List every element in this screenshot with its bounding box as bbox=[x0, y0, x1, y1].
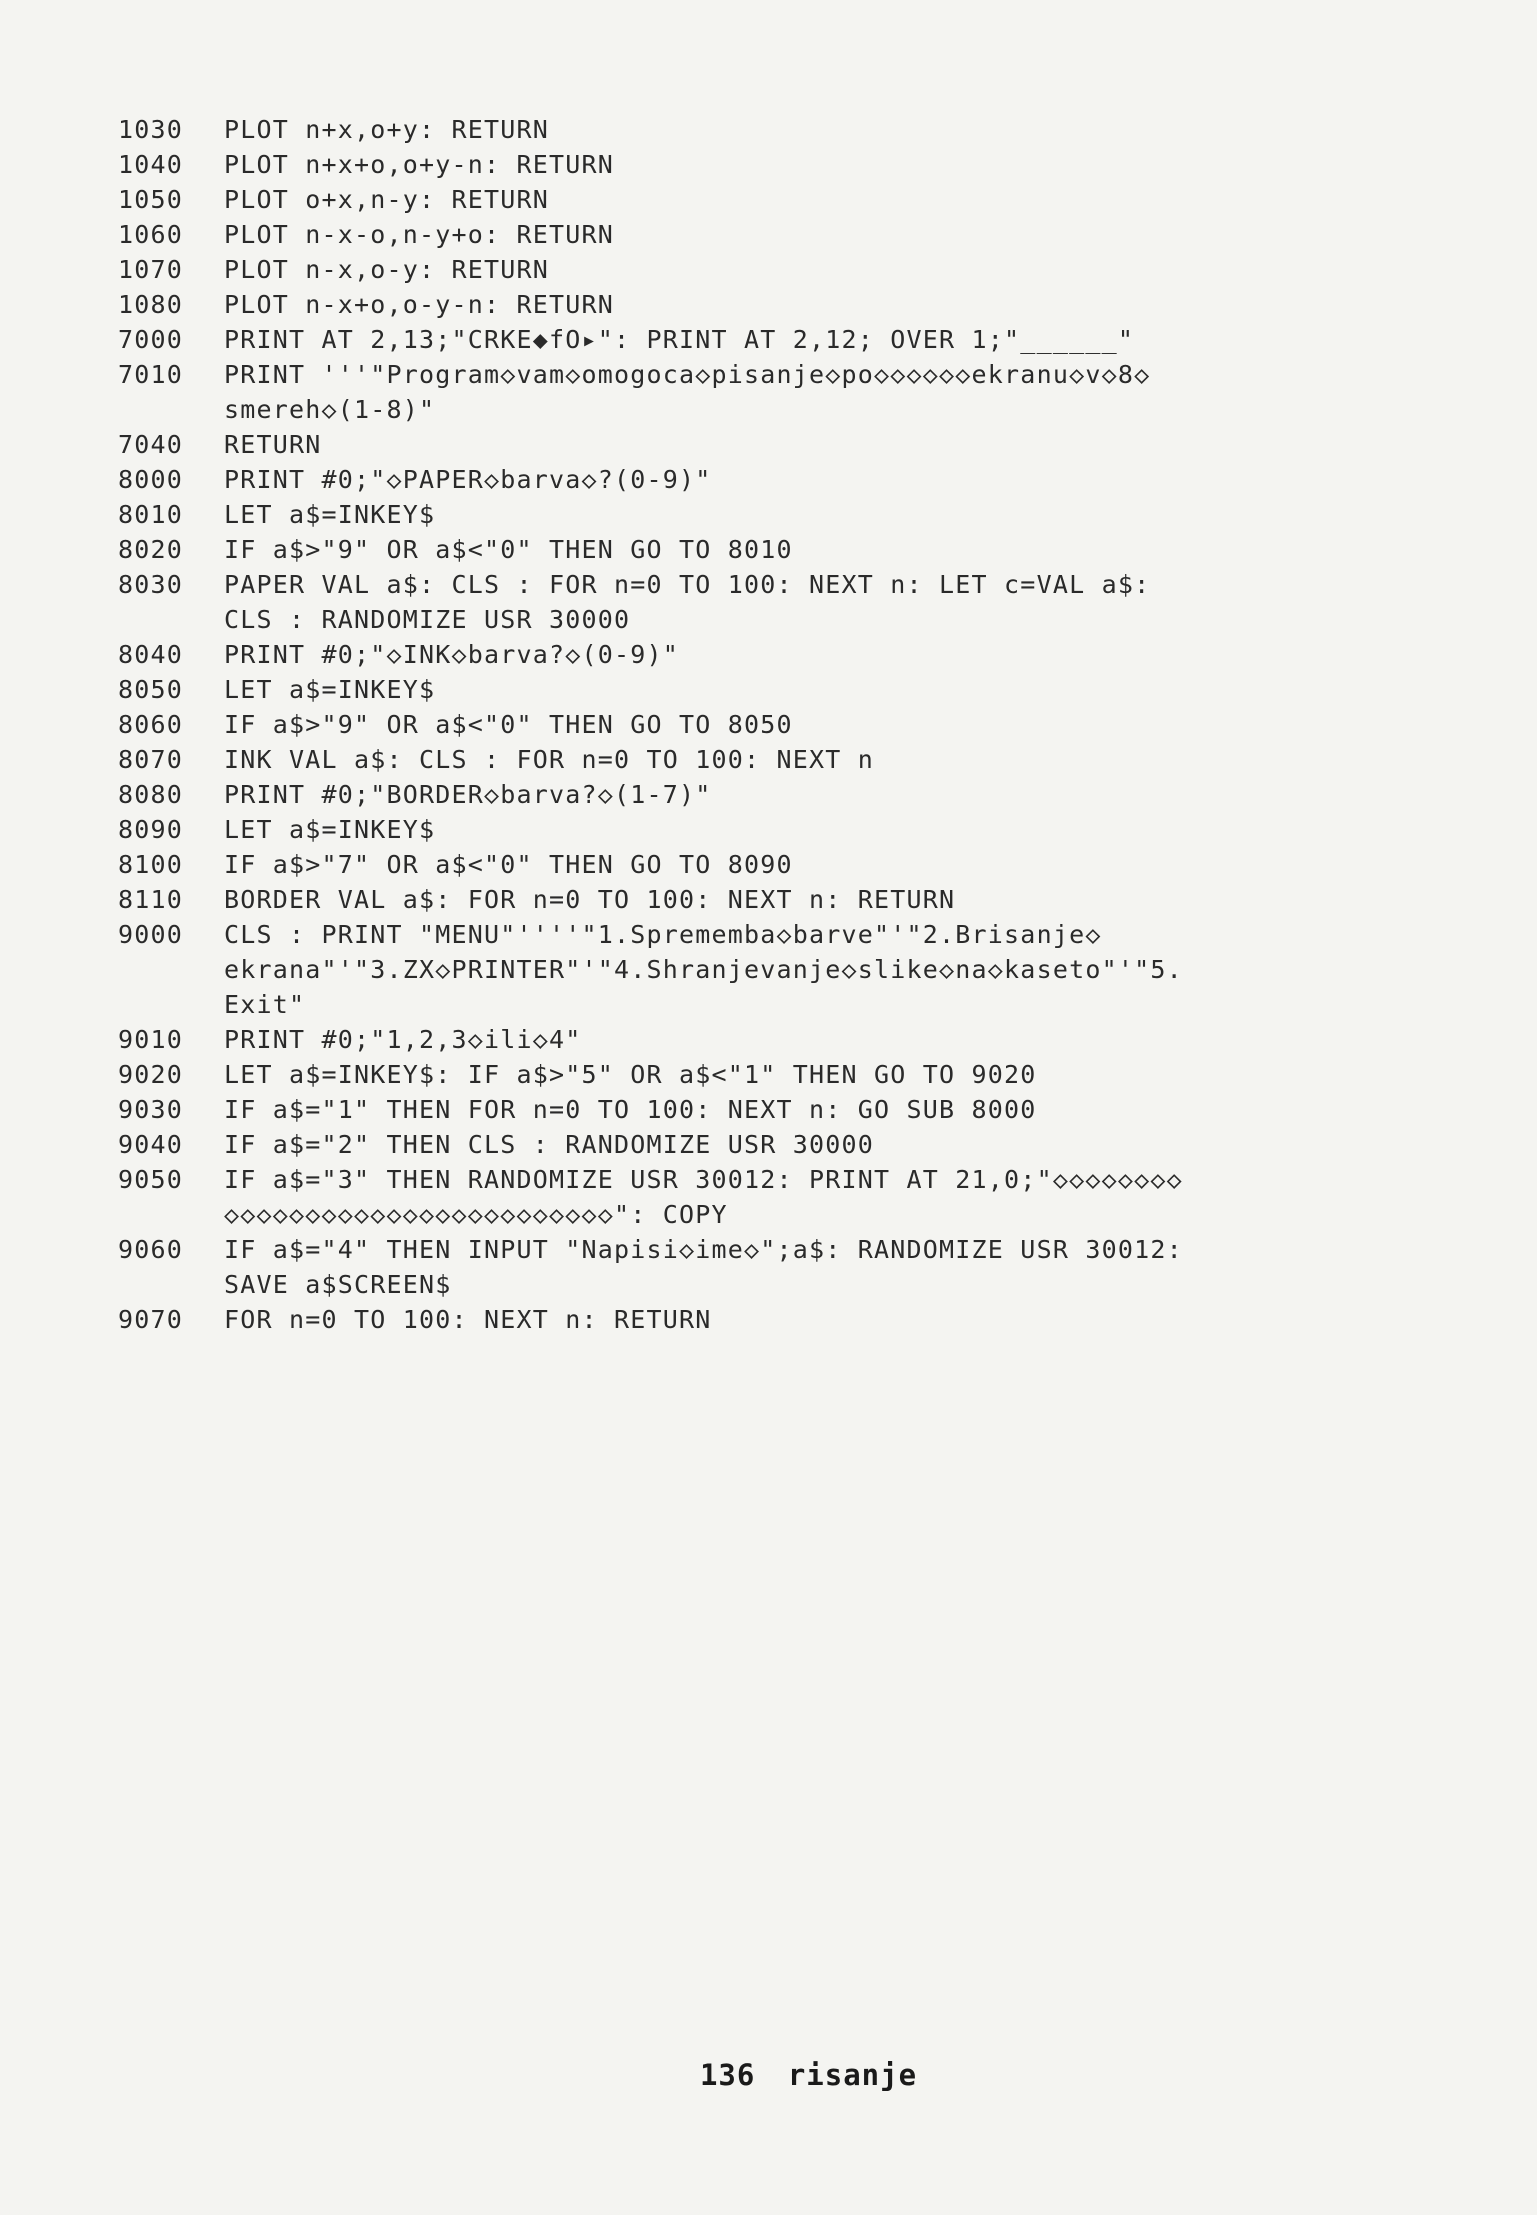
code-text: PLOT n-x-o,n-y+o: RETURN bbox=[224, 220, 615, 249]
code-line bbox=[118, 672, 1478, 707]
section-name: risanje bbox=[787, 2058, 918, 2092]
code-line bbox=[118, 497, 1478, 532]
line-number: 8050 bbox=[118, 675, 184, 704]
line-number: 9020 bbox=[118, 1060, 184, 1089]
line-number: 8010 bbox=[118, 500, 184, 529]
code-text: PRINT #0;"1,2,3◇ili◇4" bbox=[224, 1025, 582, 1054]
code-line bbox=[118, 567, 1478, 602]
code-text: IF a$="3" THEN RANDOMIZE USR 30012: PRINT AT 21,0;"◇◇◇◇◇◇◇◇ bbox=[224, 1165, 1183, 1194]
code-line bbox=[118, 147, 1478, 182]
line-number: 9000 bbox=[118, 920, 184, 949]
line-number: 9010 bbox=[118, 1025, 184, 1054]
code-text: IF a$="1" THEN FOR n=0 TO 100: NEXT n: GO SUB 8000 bbox=[224, 1095, 1037, 1124]
line-number: 8030 bbox=[118, 570, 184, 599]
code-text: PLOT n+x+o,o+y-n: RETURN bbox=[224, 150, 615, 179]
code-line bbox=[118, 1162, 1478, 1197]
code-line bbox=[118, 882, 1478, 917]
code-text: CLS : PRINT "MENU"''''"1.Sprememba◇barve"'"2.Brisanje◇ bbox=[224, 920, 1102, 949]
code-line bbox=[118, 742, 1478, 777]
code-text: PRINT #0;"◇INK◇barva?◇(0-9)" bbox=[224, 640, 680, 669]
code-text: PRINT '''"Program◇vam◇omogoca◇pisanje◇po◇◇◇◇◇◇ekranu◇v◇8◇ bbox=[224, 360, 1151, 389]
code-text: LET a$=INKEY$ bbox=[224, 675, 436, 704]
code-text: IF a$="2" THEN CLS : RANDOMIZE USR 30000 bbox=[224, 1130, 875, 1159]
code-text: IF a$>"9" OR a$<"0" THEN GO TO 8050 bbox=[224, 710, 793, 739]
code-line bbox=[118, 637, 1478, 672]
code-text: INK VAL a$: CLS : FOR n=0 TO 100: NEXT n bbox=[224, 745, 875, 774]
line-number: 9040 bbox=[118, 1130, 184, 1159]
code-line bbox=[118, 427, 1478, 462]
code-text: IF a$>"9" OR a$<"0" THEN GO TO 8010 bbox=[224, 535, 793, 564]
code-text: Exit" bbox=[224, 990, 306, 1019]
code-line bbox=[118, 1022, 1478, 1057]
code-text: PRINT AT 2,13;"CRKE◆fO▸": PRINT AT 2,12; OVER 1;"______" bbox=[224, 325, 1135, 354]
code-text: LET a$=INKEY$ bbox=[224, 815, 436, 844]
code-line bbox=[118, 1267, 1478, 1302]
code-line bbox=[118, 532, 1478, 567]
code-text: IF a$>"7" OR a$<"0" THEN GO TO 8090 bbox=[224, 850, 793, 879]
code-line bbox=[118, 252, 1478, 287]
line-number: 7010 bbox=[118, 360, 184, 389]
page-number: 136 bbox=[699, 2058, 756, 2092]
code-text: LET a$=INKEY$: IF a$>"5" OR a$<"1" THEN GO TO 9020 bbox=[224, 1060, 1037, 1089]
code-line bbox=[118, 1232, 1478, 1267]
line-number: 8000 bbox=[118, 465, 184, 494]
code-line bbox=[118, 1197, 1478, 1232]
code-line bbox=[118, 357, 1478, 392]
code-text: LET a$=INKEY$ bbox=[224, 500, 436, 529]
line-number: 1040 bbox=[118, 150, 184, 179]
code-line bbox=[118, 217, 1478, 252]
line-number: 1080 bbox=[118, 290, 184, 319]
line-number: 1050 bbox=[118, 185, 184, 214]
code-line bbox=[118, 602, 1478, 637]
line-number: 9030 bbox=[118, 1095, 184, 1124]
code-text: FOR n=0 TO 100: NEXT n: RETURN bbox=[224, 1305, 712, 1334]
code-text: PLOT o+x,n-y: RETURN bbox=[224, 185, 550, 214]
code-line bbox=[118, 952, 1478, 987]
code-line bbox=[118, 462, 1478, 497]
code-line bbox=[118, 392, 1478, 427]
line-number: 7000 bbox=[118, 325, 184, 354]
code-text: PLOT n-x+o,o-y-n: RETURN bbox=[224, 290, 615, 319]
line-number: 8060 bbox=[118, 710, 184, 739]
code-line bbox=[118, 112, 1478, 147]
code-line bbox=[118, 987, 1478, 1022]
code-text: PRINT #0;"BORDER◇barva?◇(1-7)" bbox=[224, 780, 712, 809]
line-number: 9050 bbox=[118, 1165, 184, 1194]
line-number: 8070 bbox=[118, 745, 184, 774]
code-line bbox=[118, 1127, 1478, 1162]
code-text: smereh◇(1-8)" bbox=[224, 395, 436, 424]
code-line bbox=[118, 812, 1478, 847]
code-text: PRINT #0;"◇PAPER◇barva◇?(0-9)" bbox=[224, 465, 712, 494]
code-text: SAVE a$SCREEN$ bbox=[224, 1270, 452, 1299]
code-line bbox=[118, 182, 1478, 217]
line-number: 8040 bbox=[118, 640, 184, 669]
line-number: 9060 bbox=[118, 1235, 184, 1264]
line-number: 8090 bbox=[118, 815, 184, 844]
line-number: 1030 bbox=[118, 115, 184, 144]
code-line bbox=[118, 1092, 1478, 1127]
code-line bbox=[118, 847, 1478, 882]
basic-program-listing bbox=[118, 112, 1478, 1337]
code-text: IF a$="4" THEN INPUT "Napisi◇ime◇";a$: RANDOMIZE USR 30012: bbox=[224, 1235, 1183, 1264]
line-number: 8020 bbox=[118, 535, 184, 564]
code-text: RETURN bbox=[224, 430, 322, 459]
code-text: CLS : RANDOMIZE USR 30000 bbox=[224, 605, 631, 634]
code-line bbox=[118, 287, 1478, 322]
code-text: PAPER VAL a$: CLS : FOR n=0 TO 100: NEXT n: LET c=VAL a$: bbox=[224, 570, 1151, 599]
line-number: 7040 bbox=[118, 430, 184, 459]
line-number: 1060 bbox=[118, 220, 184, 249]
code-text: ekrana"'"3.ZX◇PRINTER"'"4.Shranjevanje◇slike◇na◇kaseto"'"5. bbox=[224, 955, 1183, 984]
line-number: 9070 bbox=[118, 1305, 184, 1334]
line-number: 8080 bbox=[118, 780, 184, 809]
line-number: 1070 bbox=[118, 255, 184, 284]
code-text: ◇◇◇◇◇◇◇◇◇◇◇◇◇◇◇◇◇◇◇◇◇◇◇◇": COPY bbox=[224, 1200, 728, 1229]
code-line bbox=[118, 1057, 1478, 1092]
code-line bbox=[118, 707, 1478, 742]
code-line bbox=[118, 777, 1478, 812]
code-line bbox=[118, 1302, 1478, 1337]
code-text: PLOT n-x,o-y: RETURN bbox=[224, 255, 550, 284]
code-line bbox=[118, 322, 1478, 357]
line-number: 8100 bbox=[118, 850, 184, 879]
code-text: BORDER VAL a$: FOR n=0 TO 100: NEXT n: RETURN bbox=[224, 885, 956, 914]
code-text: PLOT n+x,o+y: RETURN bbox=[224, 115, 550, 144]
code-line bbox=[118, 917, 1478, 952]
line-number: 8110 bbox=[118, 885, 184, 914]
page-footer bbox=[0, 2058, 1537, 2092]
